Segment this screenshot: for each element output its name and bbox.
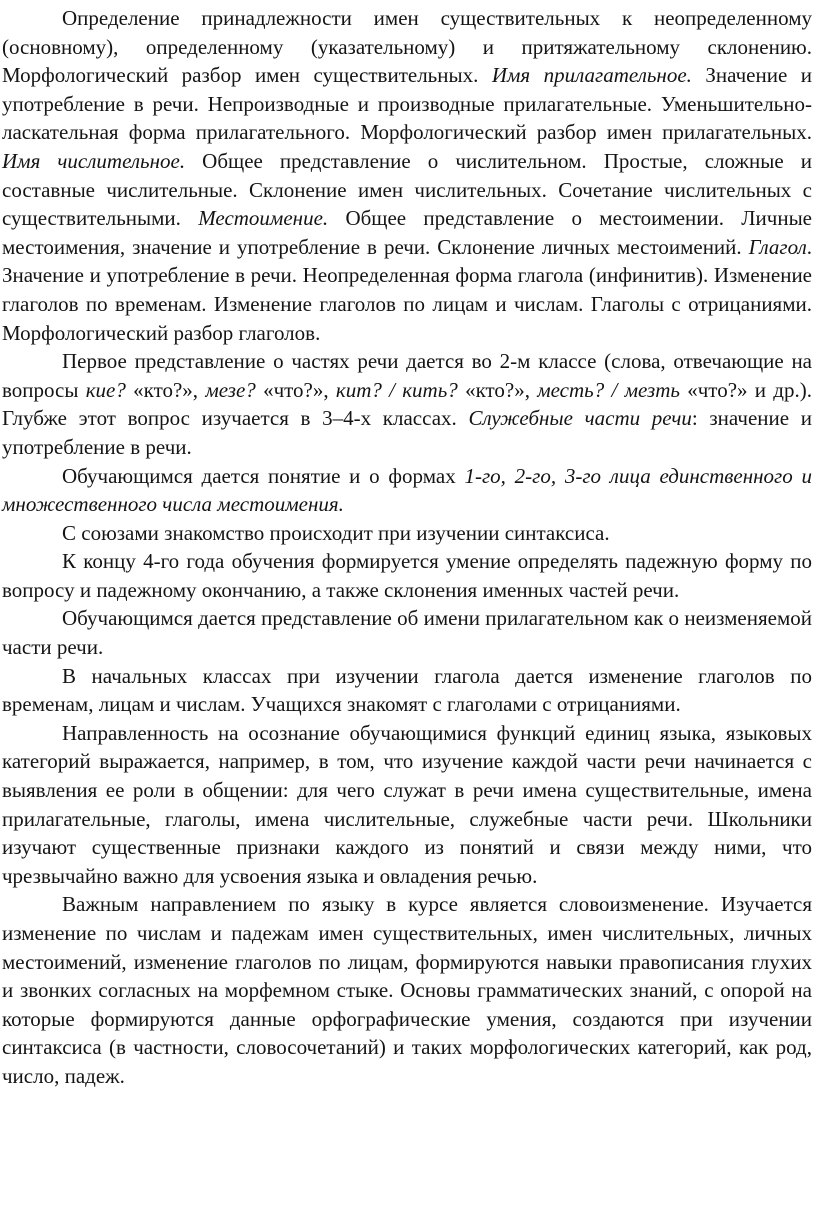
paragraph-6-text: Обучающимся дается представление об имени прилагательном как о неизменяемой части речи. [2,606,812,660]
paragraph-6 [2,604,812,661]
paragraph-9-text: Важным направлением по языку в курсе является словоизменение. Изучается изменение по числам и падежам имен существительных, имен числительных, личных местоимений, изменение глаголов по лицам, формируются навыки правописания глухих и звонких согласных на морфемном стыке. Основы грамматических знаний, с опорой на которые формируются данные орфографические умения, создаются при изучении синтаксиса (в частности, словосочетаний) и таких морфологических категорий, как род, число, падеж. [2,892,812,1088]
paragraph-1-text: Общее представление о местоимении. Личные местоимения, значение и употребление в речи. Склонение личных местоимений. [2,206,812,259]
paragraph-3-text: Обучающимся дается понятие и о формах [62,463,465,488]
paragraph-9 [2,890,812,1090]
paragraph-8-text: Направленность на осознание обучающимися функций единиц языка, языковых категорий выражается, например, в том, что изучение каждой части речи начинается с выявления ее роли в общении: для чего служат в речи имена существительные, имена прилагательные, глаголы, имена числительные, служебные части речи. Школьники изучают существенные признаки каждого из понятий и связи между ними, что чрезвычайно важно для усвоения языка и овладения речью. [2,720,812,888]
paragraph-5-text: К концу 4-го года обучения формируется умение определять падежную форму по вопросу и падежному окончанию, а также склонения именных частей речи. [2,549,812,602]
paragraph-2-text: «кто?», [125,377,206,402]
paragraph-2 [2,347,812,461]
paragraph-2-text: «кто?», [457,377,538,402]
paragraph-7 [2,662,812,719]
term-numeral: Имя числительное. [2,148,186,173]
paragraph-8 [2,719,812,891]
paragraph-1-text: Значение и употребление в речи. Непроизводные и производные прилагательные. Уменьшительно-ласкательная форма прилагательного. Морфологический разбор имен прилагательных. [2,63,812,145]
term-adjective: Имя прилагательное. [491,63,692,88]
paragraph-1-text: . Значение и употребление в речи. Неопределенная форма глагола (инфинитив). Изменение глаголов по временам. Изменение глаголов по лицам и числам. Глаголы с отрицаниями. Морфологический разбор глаголов. [2,234,812,345]
paragraph-5 [2,547,812,604]
paragraph-1-text: Определение принадлежности имен существительных к неопределенному (основному), определенному (указательному) и притяжательному склонению. Морфологический разбор имен существительных. [2,6,812,88]
example-word: мезе? [205,377,256,402]
paragraph-3 [2,462,812,519]
example-word: месть? / мезть [537,377,680,402]
paragraph-4 [2,519,812,548]
example-word: кит? / кить? [335,377,458,402]
term-verb: Глагол [748,234,807,259]
paragraph-2-text: «что?» и др.). Глубже этот вопрос изучается в 3–4-х классах. [2,377,812,431]
term-pronoun: Местоимение. [198,206,329,231]
term-function-words: Служебные части речи [468,406,692,431]
example-word: кие? [85,377,126,402]
paragraph-2-text: Первое представление о частях речи дается во 2-м классе (слова, отвечающие на вопросы [2,349,812,402]
paragraph-1 [2,4,812,347]
paragraph-7-text: В начальных классах при изучении глагола дается изменение глаголов по временам, лицам и числам. Учащихся знакомят с глаголами с отрицаниями. [2,663,812,717]
paragraph-4-text: С союзами знакомство происходит при изучении синтаксиса. [62,520,610,545]
paragraph-2-text: «что?», [255,377,336,402]
paragraph-2-text: : значение и употребление в речи. [2,406,812,459]
paragraph-1-text: Общее представление о числительном. Простые, сложные и составные числительные. Склонение имен числительных. Сочетание числительных с существительными. [2,148,812,231]
term-pronoun-forms: 1-го, 2-го, 3-го лица единственного и множественного числа местоимения. [2,463,813,517]
